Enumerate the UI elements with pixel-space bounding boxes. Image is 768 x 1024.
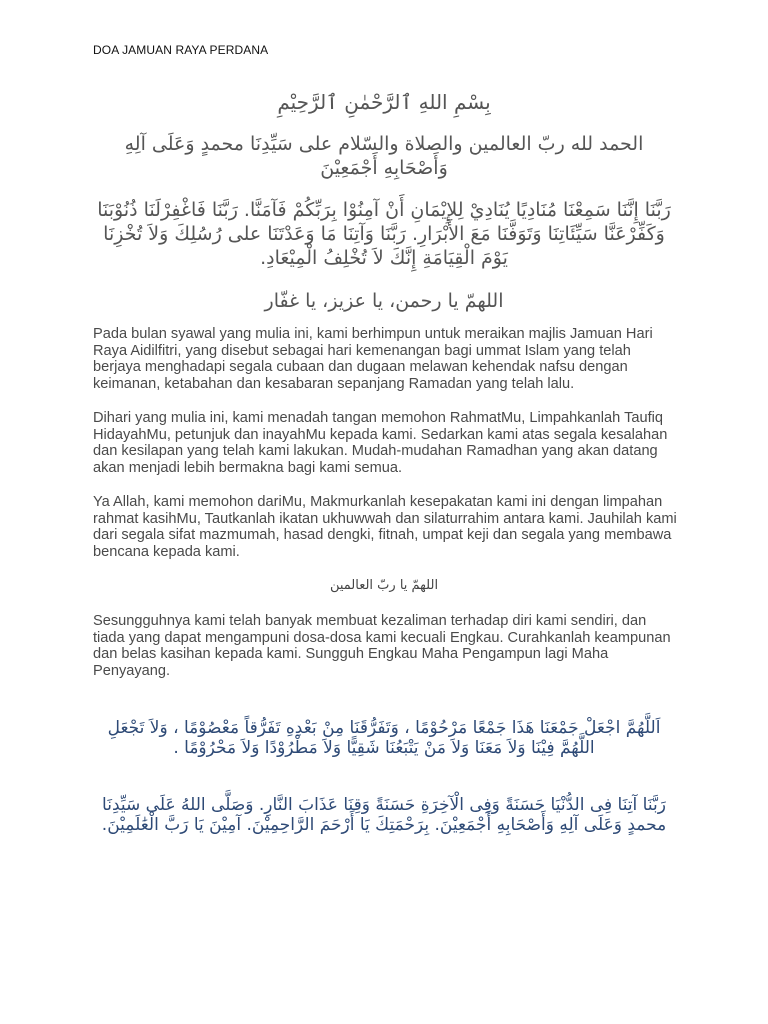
paragraph-keampunan: Sesungguhnya kami telah banyak membuat kezaliman terhadap diri kami sendiri, dan tiada yang dapat mengampuni dosa-dosa kami kecuali Engkau. Curahkanlah keampunan dan belas kasihan kepada kami. Sungguh Engkau Maha Pengampun lagi Maha Penyayang. [93,613,671,679]
allahumma-names: اللهمّ يا رحمن، يا عزيز، يا غفّار [264,290,504,312]
doa-marhum: اَللَّهُمَّ اجْعَلْ جَمْعَنَا هَذَا جَمْعًا مَرْحُوْمًا ، وَتَفَرُّقَنَا مِنْ بَعْدِهِ تَفَرُّقاً مَعْصُوْمًا ، وَلاَ تَجْعَلِ اللَّهُمَّ فِيْنَا وَلاَ مَعَنَا وَلاَ مَنْ يَتْبَعُنَا شَقِيًّا وَلاَ مَطْرُوْدًا وَلاَ مَحْرُوْمًا . [107,718,661,758]
paragraph-ukhuwwah: Ya Allah, kami memohon dariMu, Makmurkanlah kesepakatan kami ini dengan limpahan rahmat kasihMu, Tautkanlah ikatan ukhuwwah dan silaturrahim antara kami. Jauhilah kami dari segala sifat mazmumah, hasad dengki, fitnah, umpat keji dan segala yang membawa bencana kepada kami. [93,494,677,560]
doa-closing: رَبَّنَا آتِنَا فِى الدُّنْيَا حَسَنَةً وَفِى الْآخِرَةِ حَسَنَةً وَقِنَا عَذَابَ النَّارِ. وَصَلَّى اللهُ عَلَى سَيِّدِنَا محمدٍ وَعَلَى آلِهِ وَأَصْحَابِهِ أَجْمَعِيْنَ. بِرَحْمَتِكَ يَا أَرْحَمَ الرَّاحِمِيْنَ. آمِيْنَ يَا رَبَّ الْعَٰلَمِيْنَ. [101,795,667,835]
hamdalah-text: الحمد لله ربّ العالمين والصلاة والسّلام على سَيِّدِنَا محمدٍ وَعَلَى آلِهِ وَأَصْحَابِهِ أَجْمَعِيْنَ [124,133,644,179]
paragraph-rahmat: Dihari yang mulia ini, kami menadah tangan memohon RahmatMu, Limpahkanlah Taufiq HidayahMu, petunjuk dan inayahMu kepada kami. Sedarkan kami atas segala kesalahan dan kesilapan yang telah kami lakukan. Mudah-mudahan Ramadhan yang akan datang akan menjadi lebih bermakna bagi kami semua. [93,410,668,476]
allahumma-rabb: اللهمّ يا ربّ العالمين [329,578,439,593]
paragraph-syawal: Pada bulan syawal yang mulia ini, kami berhimpun untuk meraikan majlis Jamuan Hari Raya Aidilfitri, yang disebut sebagai hari kemenangan bagi ummat Islam yang telah berjaya menghadapi segala cubaan dan dugaan melawan kehendak nafsu dengan keimanan, ketabahan dan kesabaran sepanjang Ramadan yang telah lalu. [93,326,653,392]
basmala-heading: بِسْمِ اللهِ ٱلرَّحْمٰنِ ٱلرَّحِيْمِ [277,90,491,114]
document-title: DOA JAMUAN RAYA PERDANA [93,43,269,57]
quran-verse: رَبَّنَا إِنَّنَا سَمِعْنَا مُنَادِيًا يُنَادِيْ لِلإِيْمَانِ أَنْ آمِنُوْا بِرَبِّكُمْ فَآمَنَّا. رَبَّنَا فَاغْفِرْلَنَا ذُنُوْبَنَا وَكَفِّرْعَنَّا سَيِّئَاتِنَا وَتَوَفَّنَا مَعَ الأَبْرَارِ. رَبَّنَا وَآتِنَا مَا وَعَدْتَنَا على رُسُلِكَ وَلاَ تُخْزِنَا يَوْمَ الْقِيَامَةِ إِنَّكَ لاَ تُخْلِفُ الْمِيْعَادِ. [97,199,671,269]
